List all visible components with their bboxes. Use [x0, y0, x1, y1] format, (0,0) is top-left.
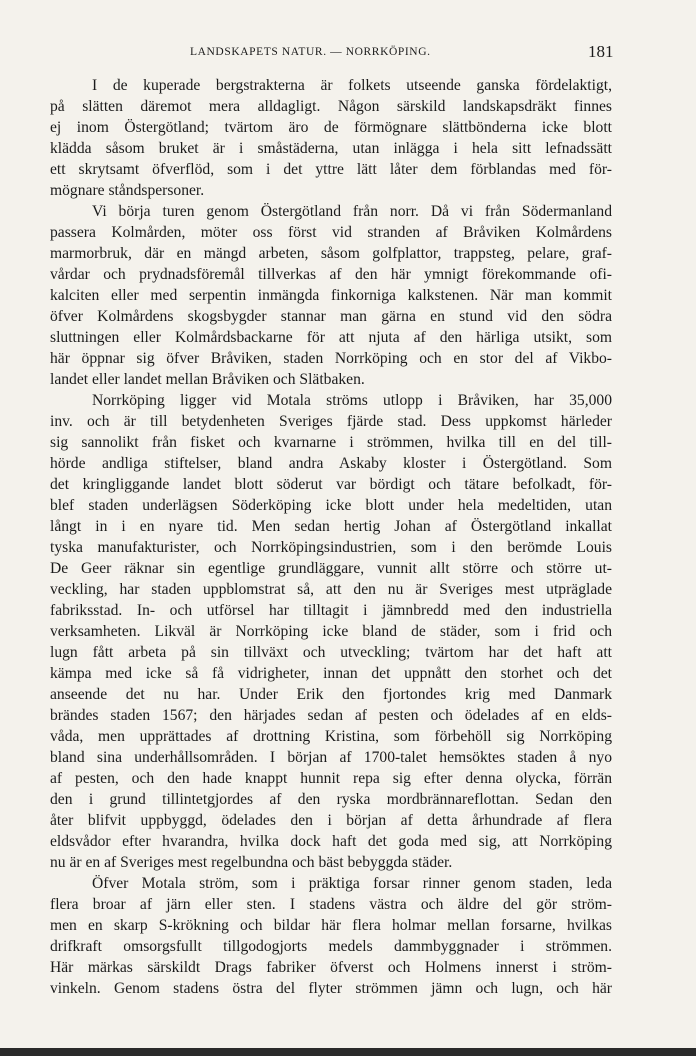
page-number: 181 — [588, 42, 614, 61]
text-line: Vi börja turen genom Östergötland från norr. Då vi från Södermanland — [92, 203, 612, 220]
text-line: eldsvådor efter hvarandra, hvilka dock haft det goda med sig, att Norrköping — [50, 833, 612, 850]
text-line: hörde andliga stiftelser, bland andra Askaby kloster i Östergötland. Som — [50, 455, 612, 472]
text-line: anseende det nu har. Under Erik den fjortondes krig med Danmark — [50, 686, 612, 703]
text-line: fabriksstad. In- och utförsel har tilltagit i jämnbredd med den industriella — [50, 602, 612, 619]
text-line: här öppnar sig öfver Bråviken, staden Norrköping och en stor del af Vikbo- — [50, 350, 612, 367]
text-line: I de kuperade bergstrakterna är folkets utseende ganska fördelaktigt, — [92, 77, 612, 94]
text-line: verksamheten. Likväl är Norrköping icke bland de städer, som i frid och — [50, 623, 612, 640]
text-line: sluttningen eller Kolmårdsbackarne för att njuta af den härliga utsikt, som — [50, 329, 612, 346]
text-line: men en skarp S-krökning och bildar här flera holmar mellan forsarne, hvilkas — [50, 917, 612, 934]
text-line: brändes staden 1567; den härjades sedan af pesten och ödelades af en elds- — [50, 707, 612, 724]
text-line: blef staden underlägsen Söderköping icke blott under hela medeltiden, utan — [50, 497, 612, 514]
text-line: vårdar och prydnadsföremål tillverkas af den här ymnigt förekommande ofi- — [50, 266, 612, 283]
text-line: långt in i en nyare tid. Men sedan hertig Johan af Östergötland inkallat — [50, 518, 612, 535]
text-line: Öfver Motala ström, som i präktiga forsar rinner genom staden, leda — [92, 875, 612, 892]
text-line: drifkraft omsorgsfullt tillgodogjorts medels dammbyggnader i strömmen. — [50, 938, 612, 955]
text-line: af pesten, och den hade knappt hunnit repa sig efter denna olycka, förrän — [50, 770, 612, 787]
text-line: landet eller landet mellan Bråviken och Slätbaken. — [50, 371, 365, 388]
text-line: passera Kolmården, möter oss först vid stranden af Bråviken Kolmårdens — [50, 224, 612, 241]
text-line: Norrköping ligger vid Motala ströms utlopp i Bråviken, har 35,000 — [92, 392, 612, 409]
text-line: mögnare ståndspersoner. — [50, 182, 205, 199]
text-line: flera broar af järn eller sten. I stadens västra och äldre del gör ström- — [50, 896, 612, 913]
text-line: kämpa med icke så få vidrigheter, innan det uppnått den storhet och det — [50, 665, 612, 682]
running-head: LANDSKAPETS NATUR. — NORRKÖPING. — [190, 46, 431, 58]
text-line: veckling, har staden uppblomstrat så, att den nu är Sveriges mest utpräglade — [50, 581, 612, 598]
text-line: ett skrytsamt öfverflöd, som i det yttre lätt låter dem förblandas med för- — [50, 161, 612, 178]
text-line: det kringliggande landet blott söderut var bördigt och tätare befolkadt, för- — [50, 476, 612, 493]
text-line: vinkeln. Genom stadens östra del flyter strömmen jämn och lugn, och här — [50, 980, 612, 997]
text-line: öfver Kolmårdens skogsbygder stannar man gärna en stund vid den södra — [50, 308, 612, 325]
text-line: klädda såsom bruket är i småstäderna, utan inlägga i hela sitt lefnadssätt — [50, 140, 612, 157]
text-line: nu är en af Sveriges mest regelbundna och bäst bebyggda städer. — [50, 854, 453, 871]
text-line: sig sannolikt från fisket och kvarnarne i strömmen, hvilka till en del till- — [50, 434, 612, 451]
text-line: marmorbruk, där en mängd arbeten, såsom golfplattor, trappsteg, pelare, graf- — [50, 245, 612, 262]
text-line: den i grund tillintetgjordes af den ryska mordbrännareflottan. Sedan den — [50, 791, 612, 808]
text-line: åter blifvit uppbyggd, ödelades den i början af detta århundrade af flera — [50, 812, 612, 829]
body-text — [50, 75, 612, 999]
text-line: inv. och är till betydenheten Sveriges fjärde stad. Dess uppkomst härleder — [50, 413, 612, 430]
text-line: våda, men upprättades af drottning Kristina, som förbehöll sig Norrköping — [50, 728, 612, 745]
text-line: bland sina underhållsområden. I början af 1700-talet hemsöktes staden å nyo — [50, 749, 612, 766]
text-line: De Geer räknar sin egentlige grundläggare, vunnit allt större och större ut- — [50, 560, 612, 577]
text-line: kalciten eller med serpentin inmängda finkorniga kalkstenen. När man kommit — [50, 287, 612, 304]
scan-edge — [0, 1048, 696, 1056]
page-header — [0, 44, 696, 68]
text-line: ej inom Östergötland; tvärtom äro de förmögnare slättbönderna icke blott — [50, 119, 612, 136]
text-line: Här märkas särskildt Drags fabriker öfverst och Holmens innerst i ström- — [50, 959, 612, 976]
text-line: tyska manufakturister, och Norrköpingsindustrien, som i den berömde Louis — [50, 539, 612, 556]
text-line: på slätten däremot mera alldagligt. Någon särskild landskapsdräkt finnes — [50, 98, 612, 115]
text-line: lugn fått arbeta på sin tillväxt och utveckling; tvärtom har det haft att — [50, 644, 612, 661]
